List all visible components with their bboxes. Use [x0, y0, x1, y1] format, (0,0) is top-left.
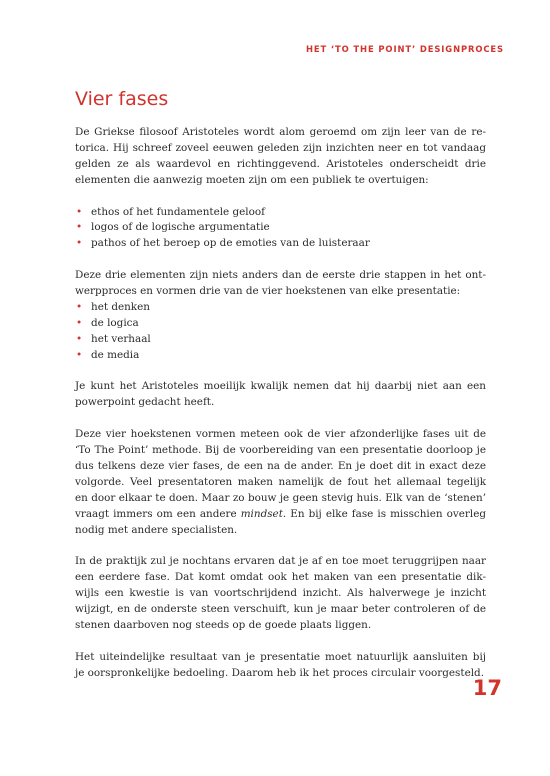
- bullet-icon: •: [76, 348, 83, 361]
- text-line: Het uiteindelijke resultaat van je presentatie moet natuurlijk aansluiten bij: [75, 650, 486, 663]
- list-item-text: ethos of het fundamentele geloof: [91, 205, 265, 218]
- text-line: Deze drie elementen zijn niets anders dan de eerste drie stappen in het ont-: [75, 269, 486, 282]
- text-line: nodig met andere specialisten.: [75, 523, 238, 536]
- text-line: ‘To The Point’ methode. Bij de voorbereiding van een presentatie doorloop je: [75, 444, 486, 457]
- list-item-text: pathos of het beroep op de emoties van de luisteraar: [91, 237, 370, 250]
- body-text: [75, 125, 486, 698]
- text-line: wijzigt, en de onderste steen verschuift, kun je maar beter controleren of de: [75, 603, 486, 616]
- list-item: [75, 236, 486, 252]
- paragraph-2: [75, 268, 486, 300]
- emphasis-mindset: mindset: [240, 507, 283, 520]
- text-line: Je kunt het Aristoteles moeilijk kwalijk nemen dat hij daarbij niet aan een: [75, 380, 486, 393]
- section-title: Vier fases: [75, 88, 169, 110]
- text-line: werpproces en vormen drie van de vier hoekstenen van elke presentatie:: [75, 285, 461, 298]
- text-run: vraagt immers om een andere: [75, 507, 241, 520]
- list-item-text: het verhaal: [91, 332, 151, 345]
- list-item: [75, 220, 486, 236]
- paragraph-1: [75, 125, 486, 189]
- text-line: elementen die aanwezig moeten zijn om een publiek te overtuigen:: [75, 173, 429, 186]
- text-line: [75, 507, 486, 523]
- list-item: [75, 316, 486, 332]
- list-item-text: de logica: [91, 316, 139, 329]
- list-item: [75, 332, 486, 348]
- text-line: wijls een kwestie is van voortschrijdend inzicht. Als halverwege je inzicht: [75, 587, 486, 600]
- bullet-icon: •: [76, 316, 83, 329]
- text-line: dus telkens deze vier fases, de een na de ander. En je doet dit in exact deze: [75, 459, 486, 472]
- paragraph-4: [75, 427, 486, 538]
- bullet-list-appeals: [75, 205, 486, 253]
- list-item-text: logos of de logische argumentatie: [91, 221, 270, 234]
- page-number: 17: [472, 676, 502, 700]
- text-line: powerpoint gedacht heeft.: [75, 396, 215, 409]
- bullet-icon: •: [76, 221, 83, 234]
- list-item: [75, 300, 486, 316]
- bullet-list-cornerstones: [75, 300, 486, 364]
- bullet-icon: •: [76, 237, 83, 250]
- running-header: HET ‘TO THE POINT’ DESIGNPROCES: [305, 44, 504, 54]
- text-line: je oorspronkelijke bedoeling. Daarom heb ik het proces circulair voorgesteld.: [75, 666, 484, 679]
- bullet-icon: •: [76, 205, 83, 218]
- list-item-text: de media: [91, 348, 140, 361]
- paragraph-5: [75, 554, 486, 634]
- paragraph-3: [75, 379, 486, 411]
- list-item-text: het denken: [91, 300, 150, 313]
- text-line: In de praktijk zul je nochtans ervaren dat je af en toe moet teruggrijpen naar: [75, 555, 486, 568]
- text-line: gelden ze als waardevol en richtinggevend. Aristoteles onderscheidt drie: [75, 157, 486, 170]
- list-item: [75, 348, 486, 364]
- list-item: [75, 205, 486, 221]
- bullet-icon: •: [76, 300, 83, 313]
- text-run: . En bij elke fase is misschien overleg: [282, 507, 487, 520]
- bullet-icon: •: [76, 332, 83, 345]
- text-line: en door elkaar te doen. Maar zo bouw je geen stevig huis. Elk van de ‘stenen’: [75, 491, 486, 504]
- text-line: torica. Hij schreef zoveel eeuwen geleden zijn inzichten neer en tot vandaag: [75, 141, 486, 154]
- paragraph-6: [75, 650, 486, 682]
- text-line: Deze vier hoekstenen vormen meteen ook de vier afzonderlijke fases uit de: [75, 428, 486, 441]
- text-line: stenen daarboven nog steeds op de goede plaats liggen.: [75, 619, 372, 632]
- text-line: volgorde. Veel presentatoren maken namelijk de fout het allemaal tegelijk: [75, 475, 486, 488]
- text-line: De Griekse filosoof Aristoteles wordt alom geroemd om zijn leer van de re-: [75, 126, 486, 138]
- text-line: een eerdere fase. Dat komt omdat ook het maken van een presentatie dik-: [75, 571, 486, 584]
